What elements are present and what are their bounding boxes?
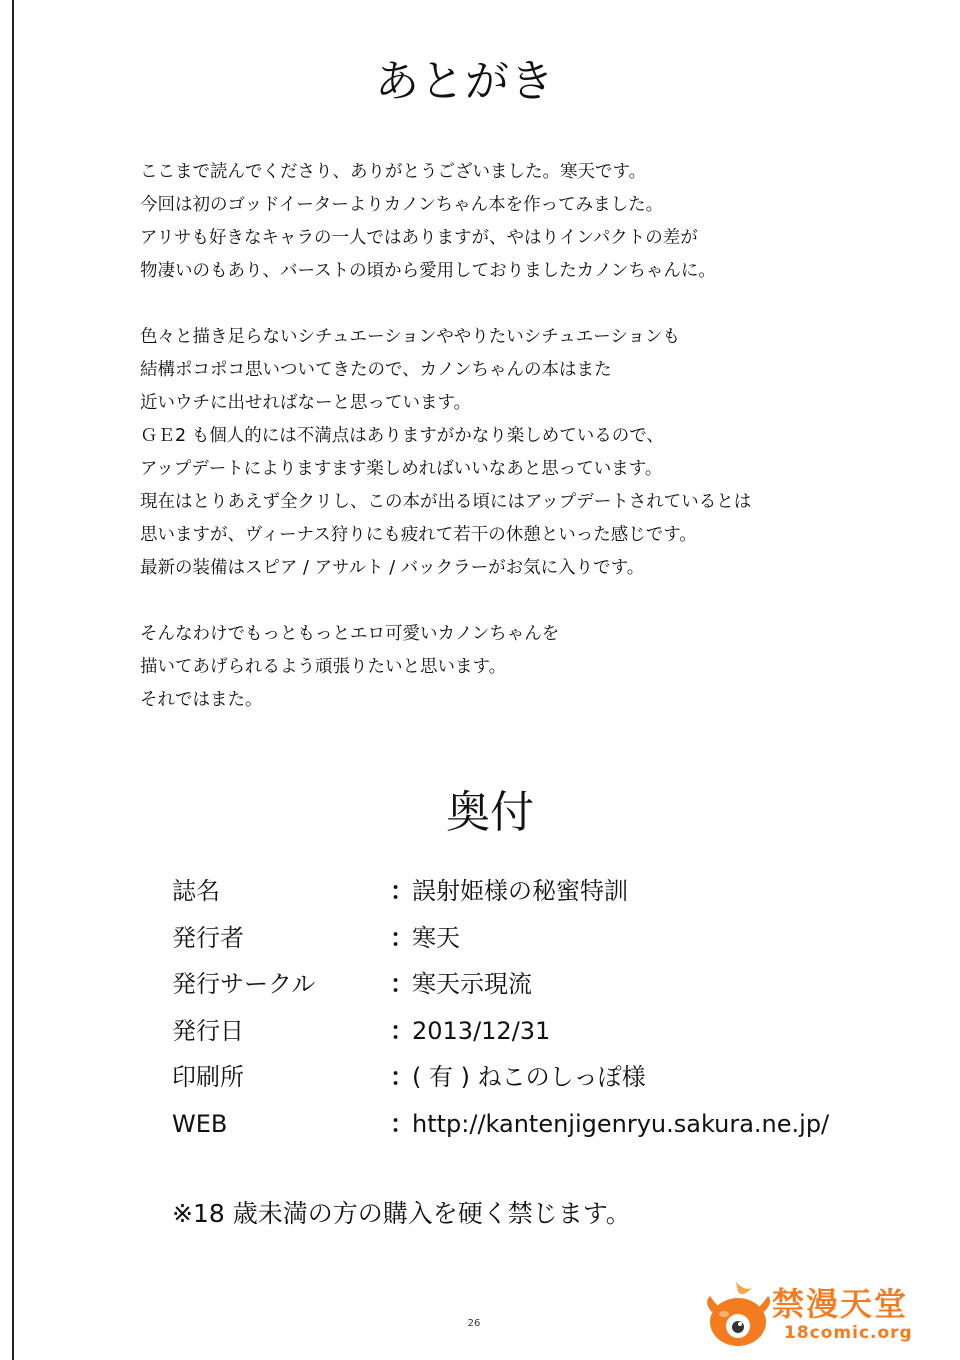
afterword-line: 描いてあげられるよう頑張りたいと思います。 — [140, 657, 507, 677]
colophon-value: ( 有 ) ねこのしっぽ様 — [412, 1063, 646, 1091]
afterword-line: 今回は初のゴッドイーターよりカノンちゃん本を作ってみました。 — [140, 195, 664, 215]
colophon-title: 奥付 — [446, 787, 534, 838]
afterword-line: アリサも好きなキャラの一人ではありますが、やはりインパクトの差が — [140, 228, 698, 248]
colophon-value: 誤射姫様の秘蜜特訓 — [412, 877, 628, 905]
page-number: 26 — [467, 1318, 481, 1329]
colophon-value: 2013/12/31 — [412, 1016, 551, 1045]
colophon-row-circle — [172, 961, 872, 1008]
colophon-label: 発行サークル — [172, 970, 316, 998]
colophon-row-publisher — [172, 915, 872, 962]
colophon-row-title — [172, 868, 872, 915]
colophon-separator: ： — [390, 923, 414, 952]
afterword-title: あとがき — [375, 56, 555, 107]
afterword-line: 結構ポコポコ思いついてきたので、カノンちゃんの本はまた — [140, 360, 612, 380]
page-left-border — [12, 0, 14, 1360]
colophon-value: 寒天 — [412, 923, 460, 952]
afterword-line: 最新の装備はスピア / アサルト / バックラーがお気に入りです。 — [140, 558, 645, 578]
colophon-separator: ： — [390, 1016, 414, 1045]
afterword-body — [140, 156, 860, 717]
afterword-line: 色々と描き足らないシチュエーションややりたいシチュエーションも — [140, 327, 681, 347]
afterword-line: そんなわけでもっともっとエロ可愛いカノンちゃんを — [140, 624, 560, 644]
colophon-value: 寒天示現流 — [412, 970, 532, 998]
afterword-line: アップデートによりますます楽しめればいいなあと思っています。 — [140, 459, 663, 479]
colophon-label: 印刷所 — [172, 1063, 244, 1091]
colophon-label: 発行日 — [172, 1016, 244, 1045]
colophon-row-date — [172, 1008, 872, 1055]
colophon-row-web — [172, 1101, 872, 1148]
watermark-title: 禁漫天堂 — [772, 1285, 909, 1323]
colophon-label: WEB — [172, 1109, 228, 1138]
afterword-line: ＧＥ2 も個人的には不満点はありますがかなり楽しめているので、 — [140, 426, 664, 446]
colophon-separator: ： — [390, 970, 414, 998]
colophon-separator: ： — [390, 1063, 414, 1091]
paragraph-gap — [140, 585, 860, 618]
afterword-line: ここまで読んでくださり、ありがとうございました。寒天です。 — [140, 162, 647, 182]
afterword-line: 思いますが、ヴィーナス狩りにも疲れて若干の休憩といった感じです。 — [140, 525, 697, 545]
colophon-row-printer — [172, 1054, 872, 1101]
afterword-line: 物凄いのもあり、バーストの頃から愛用しておりましたカノンちゃんに。 — [140, 261, 716, 281]
colophon-label: 発行者 — [172, 923, 244, 952]
colophon-label: 誌名 — [172, 877, 220, 905]
afterword-line: それではまた。 — [140, 690, 263, 710]
age-restriction-notice: ※18 歳未満の方の購入を硬く禁じます。 — [172, 1199, 631, 1228]
paragraph-gap — [140, 288, 860, 321]
colophon-separator: ： — [390, 877, 414, 905]
watermark-url: 18comic.org — [784, 1323, 913, 1343]
colophon-separator: ： — [390, 1109, 414, 1138]
orange-fish-logo-icon — [706, 1278, 776, 1350]
afterword-line: 近いウチに出せればなーと思っています。 — [140, 393, 472, 413]
colophon-web-link[interactable]: http://kantenjigenryu.sakura.ne.jp/ — [412, 1109, 830, 1138]
afterword-line: 現在はとりあえず全クリし、この本が出る頃にはアップデートされているとは — [140, 492, 752, 512]
colophon-table — [172, 868, 872, 1147]
site-watermark[interactable] — [706, 1278, 922, 1354]
